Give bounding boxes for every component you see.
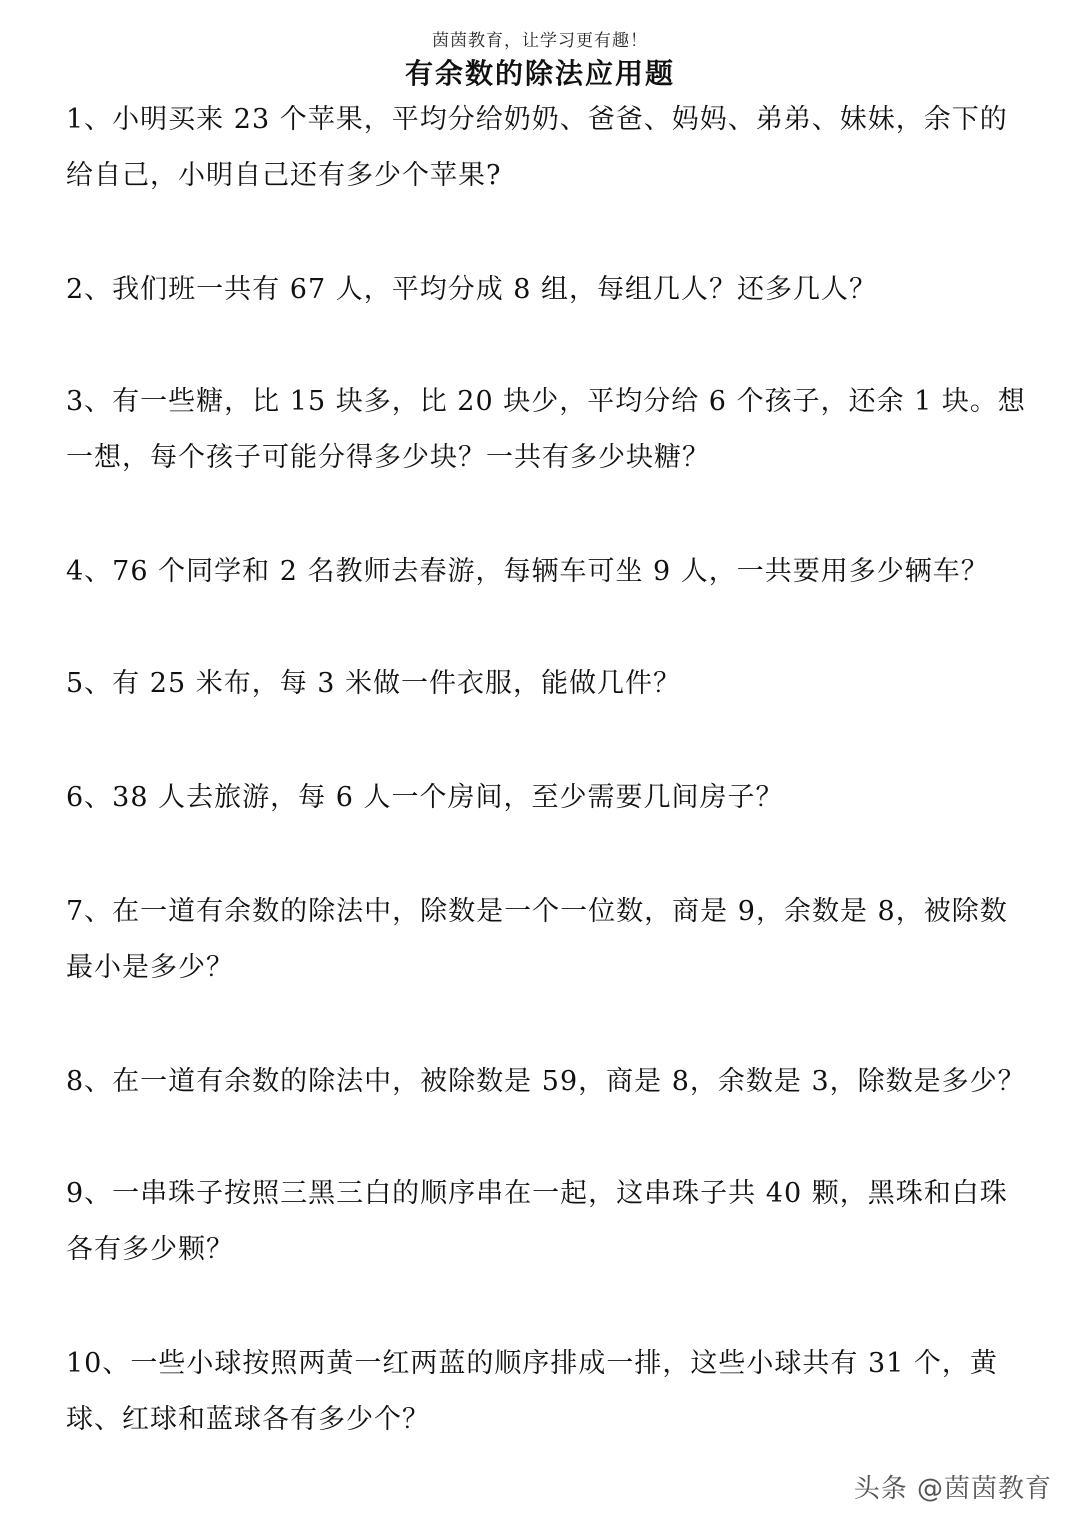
page-title: 有余数的除法应用题 [404,57,675,90]
question-9: 9、一串珠子按照三黑三白的顺序串在一起，这串珠子共 40 颗，黑珠和白珠各有多少颗？ [66,1178,1008,1265]
question-2: 2、我们班一共有 67 人，平均分成 8 组，每组几人？还多几人？ [66,274,878,305]
watermark: 头条 @茵茵教育 [853,1474,1052,1504]
question-6: 6、38 人去旅游，每 6 人一个房间，至少需要几间房子？ [66,782,784,813]
question-10: 10、一些小球按照两黄一红两蓝的顺序排成一排，这些小球共有 31 个，黄球、红球和蓝球各有多少个？ [66,1348,998,1435]
question-3: 3、有一些糖，比 15 块多，比 20 块少，平均分给 6 个孩子，还余 1 块。想一想，每个孩子可能分得多少块？一共有多少块糖？ [66,386,1026,473]
question-7: 7、在一道有余数的除法中，除数是一个一位数，商是 9，余数是 8，被除数最小是多少？ [66,896,1008,983]
question-5: 5、有 25 米布，每 3 米做一件衣服，能做几件？ [66,668,682,699]
question-4: 4、76 个同学和 2 名教师去春游，每辆车可坐 9 人，一共要用多少辆车？ [66,556,989,587]
header-note: 茵茵教育，让学习更有趣！ [432,31,648,51]
question-8: 8、在一道有余数的除法中，被除数是 59，商是 8，余数是 3，除数是多少？ [66,1066,1026,1097]
question-1: 1、小明买来 23 个苹果，平均分给奶奶、爸爸、妈妈、弟弟、妹妹，余下的给自己，小明自己还有多少个苹果? [66,104,1008,191]
